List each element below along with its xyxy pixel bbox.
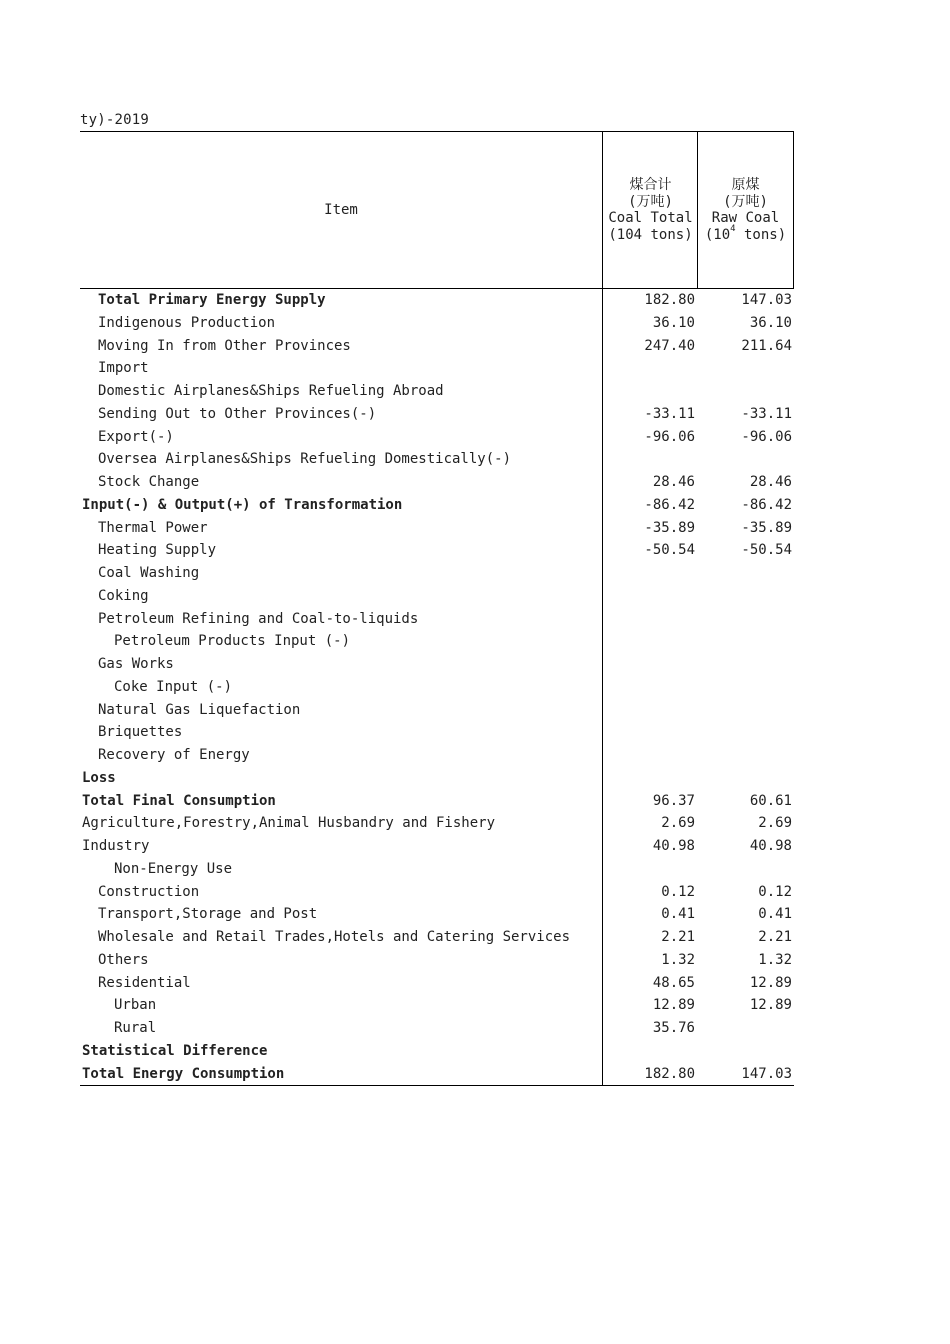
raw-coal-cell: -33.11: [741, 405, 792, 422]
coal-total-cell: -35.89: [644, 519, 695, 536]
row-label: Total Primary Energy Supply: [98, 292, 326, 308]
raw-coal-en: Raw Coal: [711, 210, 780, 226]
table-caption: ty)-2019: [80, 112, 150, 128]
table-row: [80, 630, 794, 653]
table-row: [80, 767, 794, 790]
row-label: Oversea Airplanes&Ships Refueling Domestically(-): [98, 451, 512, 468]
table-row: [80, 972, 794, 995]
row-label: Domestic Airplanes&Ships Refueling Abroad: [98, 383, 444, 399]
row-label: Industry: [82, 838, 150, 854]
raw-coal-zh: 原煤: [731, 177, 760, 193]
table-row: [80, 676, 794, 699]
table-row: [80, 494, 794, 517]
row-label: Statistical Difference: [82, 1042, 268, 1059]
coal-total-cell: 48.65: [652, 974, 695, 991]
raw-coal-cell: 0.41: [758, 906, 792, 923]
table-row: [80, 585, 794, 608]
row-label: Thermal Power: [98, 519, 208, 536]
table-row: [80, 448, 794, 471]
table-row: [80, 858, 794, 881]
row-label: Indigenous Production: [98, 314, 276, 331]
raw-coal-unit-en: ($10^4$ tons): [704, 223, 787, 243]
coal-total-cell: -33.11: [644, 405, 695, 422]
coal-total-cell: 247.40: [644, 337, 695, 354]
table-row: [80, 903, 794, 926]
table-row: [80, 949, 794, 972]
table-row: [80, 835, 794, 858]
row-label: Non-Energy Use: [114, 860, 233, 877]
energy-balance-table: [80, 131, 794, 1086]
raw-coal-cell: 12.89: [749, 997, 792, 1014]
table-row: [80, 562, 794, 585]
table-row: [80, 335, 794, 358]
row-label: Transport,Storage and Post: [98, 906, 318, 923]
row-label: Wholesale and Retail Trades,Hotels and Catering Services: [98, 929, 571, 945]
coal-total-cell: 0.12: [661, 883, 695, 900]
table-header: [80, 131, 794, 289]
coal-total-cell: 2.21: [661, 929, 695, 945]
row-label: Petroleum Products Input (-): [114, 633, 351, 650]
row-label: Coal Washing: [98, 565, 200, 581]
raw-coal-cell: 211.64: [741, 337, 792, 354]
coal-total-en: Coal Total: [608, 210, 693, 226]
table-row: [80, 517, 794, 540]
row-label: Rural: [114, 1020, 157, 1036]
row-label: Others: [98, 951, 149, 968]
coal-total-cell: -50.54: [644, 542, 695, 559]
row-label: Gas Works: [98, 656, 174, 672]
coal-total-cell: -96.06: [644, 428, 695, 445]
raw-coal-cell: -86.42: [741, 496, 792, 513]
raw-coal-cell: 60.61: [749, 792, 792, 809]
coal-total-cell: 28.46: [652, 474, 695, 490]
row-label: Coking: [98, 587, 149, 604]
raw-coal-cell: 40.98: [749, 838, 792, 854]
raw-coal-cell: 36.10: [749, 314, 792, 331]
table-row: [80, 744, 794, 767]
row-label: Export(-): [98, 428, 174, 445]
table-row: [80, 994, 794, 1017]
row-label: Import: [98, 360, 149, 377]
table-row: [80, 926, 794, 949]
row-label: Stock Change: [98, 474, 200, 490]
raw-coal-cell: 2.21: [758, 929, 792, 945]
coal-total-zh: 煤合计: [629, 177, 672, 193]
raw-coal-cell: 12.89: [749, 974, 792, 991]
row-label: Petroleum Refining and Coal-to-liquids: [98, 610, 419, 627]
coal-total-cell: 1.32: [661, 951, 695, 968]
table-row: [80, 426, 794, 449]
row-label: Recovery of Energy: [98, 747, 250, 763]
table-row: [80, 721, 794, 744]
raw-coal-cell: 28.46: [749, 474, 792, 490]
row-label: Construction: [98, 883, 200, 900]
raw-coal-cell: 147.03: [741, 1065, 792, 1082]
table-row: [80, 790, 794, 813]
coal-total-cell: 0.41: [661, 906, 695, 923]
table-row: [80, 539, 794, 562]
row-label: Urban: [114, 997, 157, 1014]
row-label: Loss: [82, 769, 116, 786]
coal-total-cell: 12.89: [652, 997, 695, 1014]
table-row: [80, 1017, 794, 1040]
row-label: Moving In from Other Provinces: [98, 337, 351, 354]
table-row: [80, 357, 794, 380]
table-row: [80, 1040, 794, 1063]
table-row: [80, 289, 794, 312]
coal-total-cell: 182.80: [644, 292, 695, 308]
row-label: Input(-) & Output(+) of Transformation: [82, 496, 403, 513]
table-body: [80, 289, 794, 1086]
coal-total-cell: 96.37: [652, 792, 695, 809]
coal-total-cell: 35.76: [652, 1020, 695, 1036]
row-label: Residential: [98, 974, 191, 991]
coal-total-cell: 182.80: [644, 1065, 695, 1082]
row-label: Briquettes: [98, 724, 183, 741]
table-row: [80, 881, 794, 904]
raw-coal-cell: -35.89: [741, 519, 792, 536]
coal-total-cell: 2.69: [661, 815, 695, 832]
coal-total-column-header: [602, 132, 698, 288]
raw-coal-unit-zh: (万吨): [723, 193, 768, 210]
row-label: Coke Input (-): [114, 678, 233, 695]
coal-total-unit-zh: (万吨): [628, 193, 673, 210]
table-row: [80, 403, 794, 426]
table-row: [80, 812, 794, 835]
table-row: [80, 608, 794, 631]
coal-total-cell: 36.10: [652, 314, 695, 331]
row-label: Natural Gas Liquefaction: [98, 701, 301, 718]
item-column-header: Item: [324, 202, 358, 218]
row-label: Heating Supply: [98, 542, 217, 559]
row-label: Total Energy Consumption: [82, 1065, 285, 1082]
coal-total-cell: 40.98: [652, 838, 695, 854]
coal-total-cell: -86.42: [644, 496, 695, 513]
table-row: [80, 653, 794, 676]
raw-coal-cell: 0.12: [758, 883, 792, 900]
raw-coal-cell: 2.69: [758, 815, 792, 832]
raw-coal-column-header: [697, 132, 794, 288]
row-label: Agriculture,Forestry,Animal Husbandry and Fishery: [82, 815, 496, 832]
row-label: Sending Out to Other Provinces(-): [98, 405, 377, 422]
table-row: [80, 312, 794, 335]
raw-coal-cell: -96.06: [741, 428, 792, 445]
table-row: [80, 380, 794, 403]
table-row: [80, 1063, 794, 1086]
raw-coal-cell: 147.03: [741, 292, 792, 308]
row-label: Total Final Consumption: [82, 792, 276, 809]
raw-coal-cell: 1.32: [758, 951, 792, 968]
table-row: [80, 699, 794, 722]
table-row: [80, 471, 794, 494]
raw-coal-cell: -50.54: [741, 542, 792, 559]
coal-total-unit-en: (104 tons): [608, 226, 693, 243]
